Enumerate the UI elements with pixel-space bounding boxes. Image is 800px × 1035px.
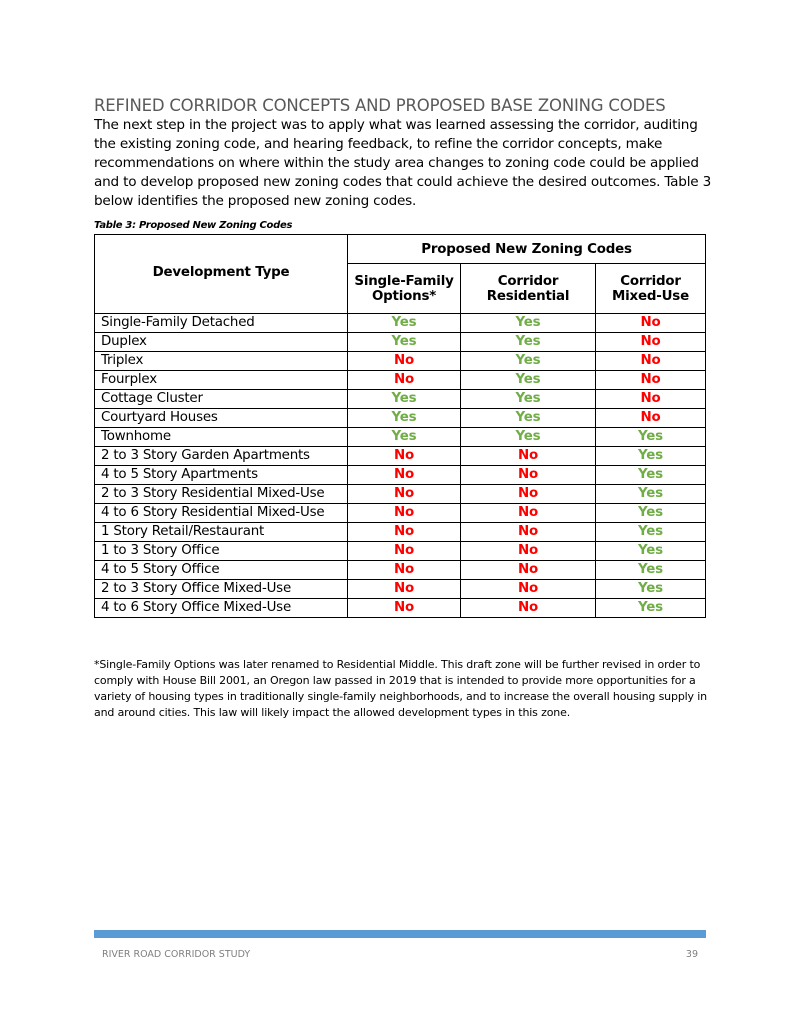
table-row <box>95 504 706 523</box>
allowed-value: Yes <box>461 371 596 390</box>
table-row <box>95 523 706 542</box>
allowed-value: No <box>461 561 596 580</box>
allowed-value: No <box>348 352 461 371</box>
development-type: Triplex <box>95 352 348 371</box>
allowed-value: No <box>348 599 461 618</box>
table-row <box>95 466 706 485</box>
allowed-value: Yes <box>596 580 706 599</box>
allowed-value: Yes <box>348 314 461 333</box>
allowed-value: Yes <box>596 599 706 618</box>
allowed-value: No <box>596 371 706 390</box>
allowed-value: No <box>461 599 596 618</box>
column-header: Corridor Residential <box>461 264 596 314</box>
table-row <box>95 409 706 428</box>
table-row <box>95 371 706 390</box>
allowed-value: Yes <box>348 333 461 352</box>
allowed-value: Yes <box>461 352 596 371</box>
development-type: 1 to 3 Story Office <box>95 542 348 561</box>
allowed-value: Yes <box>348 428 461 447</box>
table-caption: Table 3: Proposed New Zoning Codes <box>94 220 293 231</box>
development-type: 2 to 3 Story Garden Apartments <box>95 447 348 466</box>
allowed-value: No <box>348 447 461 466</box>
allowed-value: Yes <box>461 314 596 333</box>
allowed-value: Yes <box>596 466 706 485</box>
allowed-value: No <box>596 390 706 409</box>
footnote: *Single-Family Options was later renamed to Residential Middle. This draft zone will be further revised in order to comply with House Bill 2001, an Oregon law passed in 2019 that is intended to provide more opportunities for a variety of housing types in traditionally single-family neighborhoods, and to increase the overall housing supply in and around cities. This law will likely impact the allowed development types in this zone. <box>94 658 707 719</box>
allowed-value: Yes <box>596 485 706 504</box>
allowed-value: No <box>596 352 706 371</box>
allowed-value: No <box>596 314 706 333</box>
allowed-value: No <box>348 523 461 542</box>
development-type: 4 to 5 Story Office <box>95 561 348 580</box>
allowed-value: No <box>596 409 706 428</box>
development-type: 4 to 6 Story Office Mixed-Use <box>95 599 348 618</box>
allowed-value: Yes <box>596 523 706 542</box>
allowed-value: No <box>461 542 596 561</box>
allowed-value: No <box>348 561 461 580</box>
table-row <box>95 542 706 561</box>
development-type: 4 to 5 Story Apartments <box>95 466 348 485</box>
allowed-value: No <box>348 466 461 485</box>
table-row <box>95 390 706 409</box>
allowed-value: No <box>461 447 596 466</box>
development-type: Townhome <box>95 428 348 447</box>
footer-title: RIVER ROAD CORRIDOR STUDY <box>102 949 251 960</box>
allowed-value: No <box>348 485 461 504</box>
allowed-value: Yes <box>348 409 461 428</box>
table-row <box>95 599 706 618</box>
development-type: 2 to 3 Story Residential Mixed-Use <box>95 485 348 504</box>
allowed-value: No <box>461 466 596 485</box>
zoning-table <box>94 234 706 618</box>
allowed-value: No <box>348 542 461 561</box>
allowed-value: Yes <box>596 542 706 561</box>
development-type: 1 Story Retail/Restaurant <box>95 523 348 542</box>
allowed-value: No <box>348 580 461 599</box>
column-header: Corridor Mixed-Use <box>596 264 706 314</box>
table-row <box>95 428 706 447</box>
table-row <box>95 447 706 466</box>
allowed-value: No <box>461 504 596 523</box>
allowed-value: Yes <box>596 561 706 580</box>
allowed-value: Yes <box>461 428 596 447</box>
allowed-value: Yes <box>596 447 706 466</box>
development-type: Duplex <box>95 333 348 352</box>
development-type: Single-Family Detached <box>95 314 348 333</box>
allowed-value: No <box>461 523 596 542</box>
row-header: Development Type <box>95 235 348 314</box>
allowed-value: No <box>461 485 596 504</box>
development-type: Fourplex <box>95 371 348 390</box>
column-header: Single-Family Options* <box>348 264 461 314</box>
allowed-value: No <box>348 504 461 523</box>
table-row <box>95 561 706 580</box>
page-number: 39 <box>685 949 698 960</box>
allowed-value: Yes <box>461 333 596 352</box>
table-row <box>95 314 706 333</box>
development-type: Courtyard Houses <box>95 409 348 428</box>
table-row <box>95 333 706 352</box>
table-row <box>95 485 706 504</box>
allowed-value: Yes <box>596 504 706 523</box>
allowed-value: No <box>348 371 461 390</box>
intro-paragraph: The next step in the project was to apply what was learned assessing the corridor, auditing the existing zoning code, and hearing feedback, to refine the corridor concepts, make recommendations on where within the study area changes to zoning code could be applied and to develop proposed new zoning codes that could achieve the desired outcomes. Table 3 below identifies the proposed new zoning codes. <box>94 117 712 209</box>
allowed-value: No <box>461 580 596 599</box>
development-type: Cottage Cluster <box>95 390 348 409</box>
development-type: 4 to 6 Story Residential Mixed-Use <box>95 504 348 523</box>
allowed-value: Yes <box>348 390 461 409</box>
section-heading: REFINED CORRIDOR CONCEPTS AND PROPOSED BASE ZONING CODES <box>94 96 666 115</box>
allowed-value: Yes <box>461 409 596 428</box>
footer-bar <box>94 930 706 938</box>
allowed-value: No <box>596 333 706 352</box>
allowed-value: Yes <box>596 428 706 447</box>
table-row <box>95 580 706 599</box>
development-type: 2 to 3 Story Office Mixed-Use <box>95 580 348 599</box>
allowed-value: Yes <box>461 390 596 409</box>
table-row <box>95 352 706 371</box>
group-header: Proposed New Zoning Codes <box>348 235 706 264</box>
